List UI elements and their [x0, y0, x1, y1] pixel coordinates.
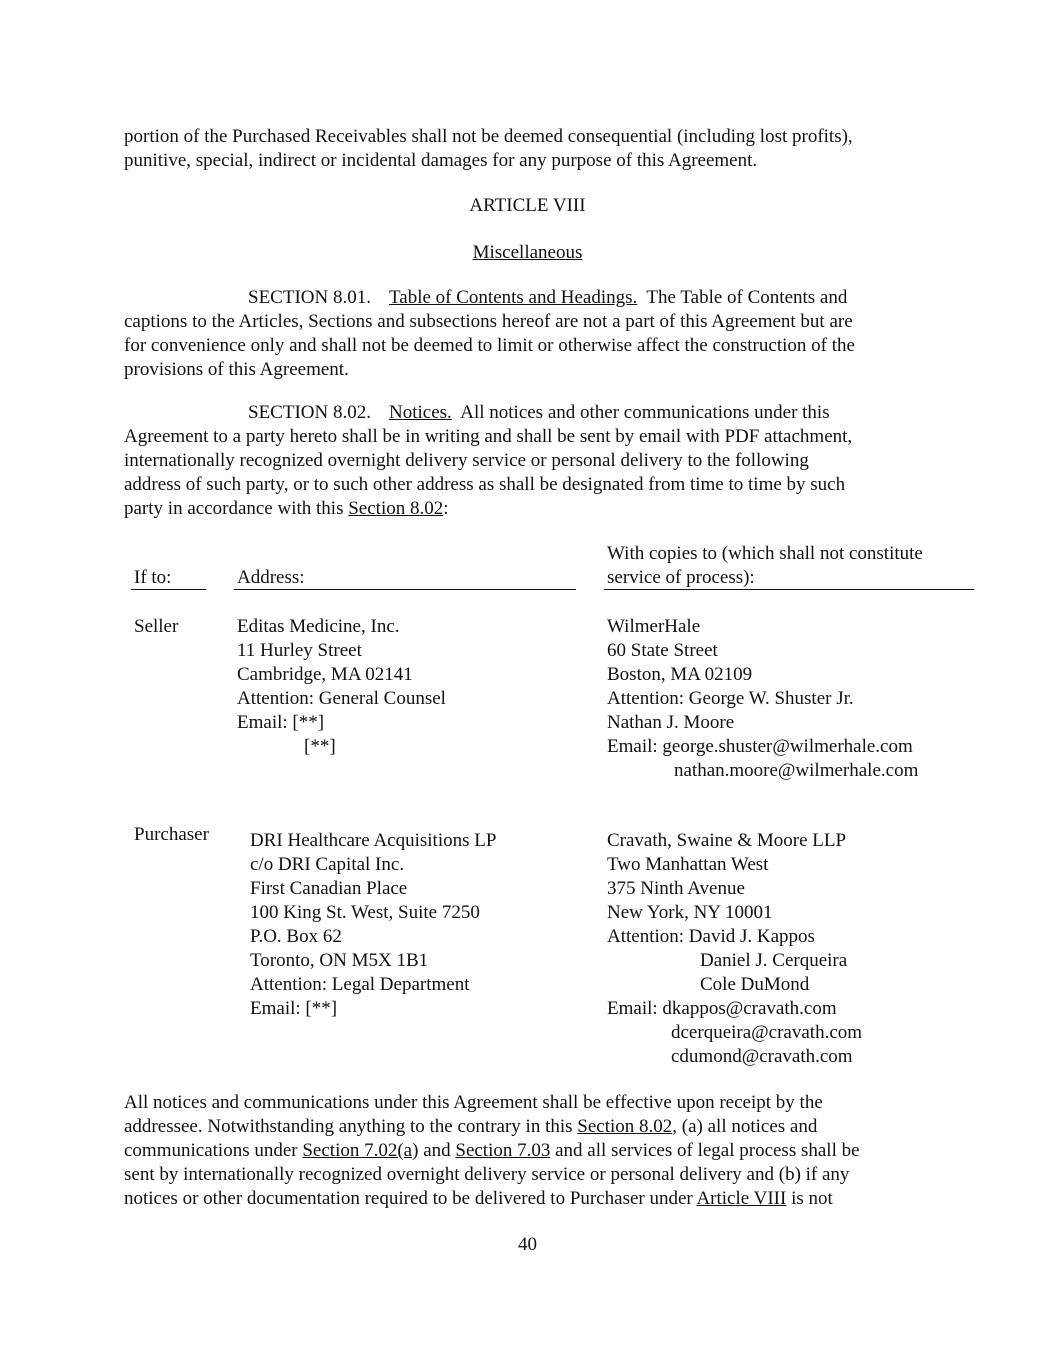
- copies-line: Email: dkappos@cravath.com: [607, 998, 837, 1019]
- closing-text: addressee. Notwithstanding anything to the contrary in this: [124, 1116, 578, 1137]
- address-line: c/o DRI Capital Inc.: [250, 854, 405, 875]
- seller-address: [237, 615, 446, 759]
- closing-line: [124, 1115, 934, 1139]
- header-rule: [131, 589, 206, 590]
- closing-text: communications under: [124, 1140, 303, 1161]
- section-reference: Section 7.03: [455, 1140, 551, 1161]
- address-line: Toronto, ON M5X 1B1: [250, 950, 429, 971]
- copies-line: WilmerHale: [607, 616, 701, 637]
- closing-paragraph: [124, 1091, 934, 1211]
- section-8-02: [124, 401, 934, 521]
- article-heading: ARTICLE VIII: [469, 195, 586, 216]
- copies-line: Nathan J. Moore: [607, 712, 735, 733]
- section-title: Notices.: [388, 402, 452, 423]
- copies-line: 375 Ninth Avenue: [607, 878, 745, 899]
- address-line: Attention: General Counsel: [237, 688, 446, 709]
- copies-line: cdumond@cravath.com: [671, 1046, 853, 1067]
- section-line: provisions of this Agreement.: [124, 359, 349, 380]
- header-rule: [604, 589, 974, 590]
- section-text: party in accordance with this: [124, 498, 349, 519]
- intro-paragraph: [124, 125, 934, 173]
- closing-text: is not: [786, 1188, 833, 1209]
- address-line: First Canadian Place: [250, 878, 408, 899]
- address-line: Editas Medicine, Inc.: [237, 616, 400, 637]
- header-if-to: If to:: [134, 567, 172, 588]
- section-reference: Section 8.02: [348, 498, 444, 519]
- copies-line: nathan.moore@wilmerhale.com: [674, 760, 919, 781]
- address-line: P.O. Box 62: [250, 926, 342, 947]
- article-reference: Article VIII: [696, 1188, 787, 1209]
- header-address: Address:: [237, 567, 305, 588]
- closing-line: [124, 1139, 934, 1163]
- address-line: Email: [**]: [237, 712, 325, 733]
- address-line: Attention: Legal Department: [250, 974, 470, 995]
- address-line: DRI Healthcare Acquisitions LP: [250, 830, 497, 851]
- page-number: 40: [518, 1234, 537, 1255]
- party-purchaser: Purchaser: [134, 824, 209, 845]
- closing-text: and all services of legal process shall be: [550, 1140, 860, 1161]
- section-line: for convenience only and shall not be deemed to limit or otherwise affect the construction of the: [124, 335, 855, 356]
- section-8-01-first-line: [124, 286, 934, 310]
- intro-line: punitive, special, indirect or incidental damages for any purpose of this Agreement.: [124, 150, 758, 171]
- section-line: captions to the Articles, Sections and subsections hereof are not a part of this Agreement but are: [124, 311, 853, 332]
- copies-line: Attention: David J. Kappos: [607, 926, 815, 947]
- section-line: internationally recognized overnight delivery service or personal delivery to the following: [124, 450, 809, 471]
- copies-line: New York, NY 10001: [607, 902, 773, 923]
- copies-line: 60 State Street: [607, 640, 718, 661]
- section-line: address of such party, or to such other address as shall be designated from time to time by such: [124, 474, 846, 495]
- header-rule: [234, 589, 576, 590]
- section-text: :: [443, 498, 449, 519]
- closing-line: All notices and communications under this Agreement shall be effective upon receipt by the: [124, 1092, 823, 1113]
- section-8-01: [124, 286, 934, 382]
- party-seller: Seller: [134, 616, 179, 637]
- article-title: Miscellaneous: [472, 242, 583, 263]
- closing-text: notices or other documentation required to be delivered to Purchaser under: [124, 1188, 697, 1209]
- section-title: Table of Contents and Headings.: [388, 287, 638, 308]
- section-text: All notices and other communications under this: [460, 402, 830, 423]
- section-reference: Section 8.02: [577, 1116, 673, 1137]
- header-copies-line1: With copies to (which shall not constitute: [607, 543, 923, 564]
- section-line: Agreement to a party hereto shall be in writing and shall be sent by email with PDF attachment,: [124, 426, 853, 447]
- purchaser-copies: [607, 829, 862, 1069]
- copies-line: Boston, MA 02109: [607, 664, 753, 685]
- section-8-02-first-line: [124, 401, 934, 425]
- copies-line: Cravath, Swaine & Moore LLP: [607, 830, 847, 851]
- address-line: 11 Hurley Street: [237, 640, 362, 661]
- closing-text: and: [418, 1140, 456, 1161]
- header-copies-line2: service of process):: [607, 567, 755, 588]
- copies-line: Two Manhattan West: [607, 854, 769, 875]
- copies-line: Daniel J. Cerqueira: [700, 950, 848, 971]
- seller-copies: [607, 615, 918, 783]
- copies-line: Email: george.shuster@wilmerhale.com: [607, 736, 913, 757]
- copies-line: Attention: George W. Shuster Jr.: [607, 688, 854, 709]
- section-reference: Section 7.02(a): [302, 1140, 419, 1161]
- intro-line: portion of the Purchased Receivables shall not be deemed consequential (including lost profits),: [124, 126, 853, 147]
- address-line: Cambridge, MA 02141: [237, 664, 413, 685]
- section-text: The Table of Contents and: [646, 287, 848, 308]
- address-line: 100 King St. West, Suite 7250: [250, 902, 480, 923]
- article-title-wrap: [0, 241, 1055, 265]
- address-line: Email: [**]: [250, 998, 338, 1019]
- purchaser-address: [250, 829, 496, 1021]
- section-8-02-last-line: [124, 497, 934, 521]
- copies-line: Cole DuMond: [700, 974, 810, 995]
- section-number: SECTION 8.02.: [248, 402, 371, 423]
- copies-line: dcerqueira@cravath.com: [671, 1022, 863, 1043]
- section-number: SECTION 8.01.: [248, 287, 371, 308]
- closing-line: [124, 1187, 934, 1211]
- closing-text: , (a) all notices and: [672, 1116, 818, 1137]
- closing-line: sent by internationally recognized overnight delivery service or personal delivery and (b) if any: [124, 1164, 850, 1185]
- address-line: [**]: [304, 736, 336, 757]
